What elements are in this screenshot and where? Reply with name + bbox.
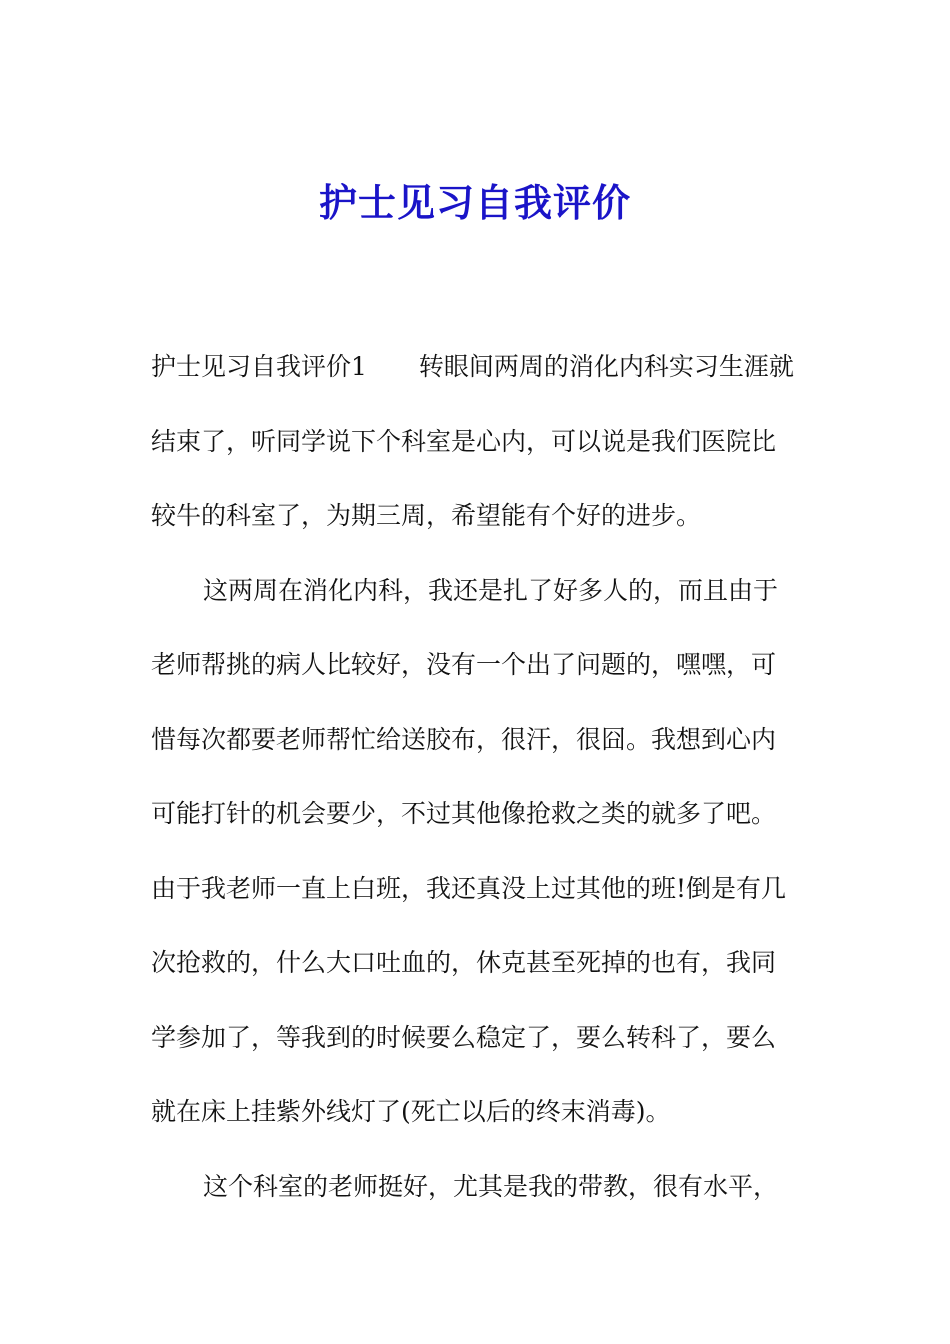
paragraph-line: 结束了，听同学说下个科室是心内，可以说是我们医院比 bbox=[151, 426, 777, 456]
line-text: 转眼间两周的消化内科实习生涯就 bbox=[418, 352, 794, 381]
paragraph-line: 次抢救的，什么大口吐血的，休克甚至死掉的也有，我同 bbox=[151, 948, 777, 977]
paragraph-line: 这两周在消化内科，我还是扎了好多人的，而且由于 bbox=[203, 575, 779, 605]
paragraph-line: 老师帮挑的病人比较好，没有一个出了问题的，嘿嘿，可 bbox=[151, 650, 777, 679]
document-body bbox=[151, 330, 811, 1224]
paragraph-line bbox=[151, 330, 811, 405]
document-title: 护士见习自我评价 bbox=[318, 180, 631, 225]
paragraph-line: 这个科室的老师挺好，尤其是我的带教，很有水平， bbox=[203, 1171, 779, 1201]
paragraph-line: 可能打针的机会要少，不过其他像抢救之类的就多了吧。 bbox=[151, 799, 777, 828]
section-heading: 护士见习自我评价1 bbox=[151, 352, 367, 381]
paragraph-line: 惜每次都要老师帮忙给送胶布，很汗，很囧。我想到心内 bbox=[151, 724, 777, 754]
paragraph-line: 就在床上挂紫外线灯了(死亡以后的终末消毒)。 bbox=[151, 1097, 671, 1126]
paragraph-line: 学参加了，等我到的时候要么稳定了，要么转科了，要么 bbox=[151, 1022, 777, 1052]
paragraph-line: 由于我老师一直上白班，我还真没上过其他的班!倒是有几 bbox=[151, 873, 787, 903]
paragraph-line: 较牛的科室了，为期三周，希望能有个好的进步。 bbox=[151, 501, 702, 530]
